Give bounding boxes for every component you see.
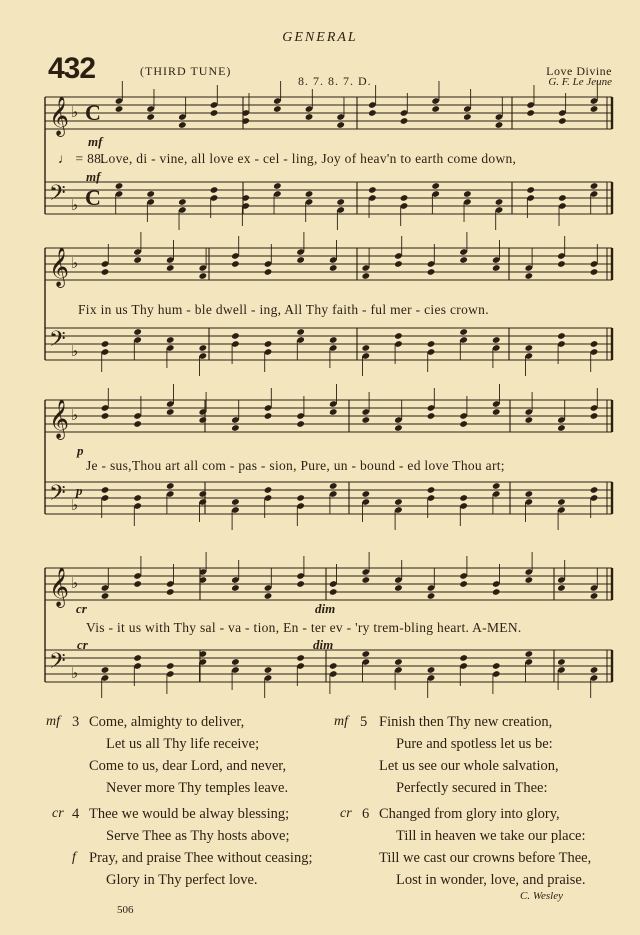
note-head bbox=[463, 113, 472, 121]
verse-4-line-4: Glory in Thy perfect love. bbox=[106, 872, 258, 888]
note-head bbox=[133, 328, 142, 336]
note-head bbox=[101, 268, 110, 276]
note-head bbox=[231, 424, 240, 432]
note-head bbox=[361, 272, 370, 280]
note-head bbox=[524, 490, 533, 498]
note-head bbox=[273, 105, 282, 113]
note-head bbox=[231, 332, 240, 340]
note-head bbox=[264, 486, 273, 494]
note-head bbox=[133, 420, 142, 428]
note-head bbox=[524, 416, 533, 424]
verse-5-line-4: Perfectly secured in Thee: bbox=[396, 780, 548, 796]
note-head bbox=[558, 117, 567, 125]
note-head bbox=[394, 658, 403, 666]
note-head bbox=[231, 498, 240, 506]
verse-3-line-1: Come, almighty to deliver, bbox=[89, 714, 245, 730]
hymn-number: 432 bbox=[48, 52, 96, 85]
treble-clef-icon: 𝄞 bbox=[49, 567, 70, 607]
note-head bbox=[400, 117, 409, 125]
bass-clef-icon: 𝄢 bbox=[49, 327, 66, 357]
note-head bbox=[459, 420, 468, 428]
note-head bbox=[115, 105, 124, 113]
note-head bbox=[427, 340, 436, 348]
note-head bbox=[361, 344, 370, 352]
note-head bbox=[296, 256, 305, 264]
note-head bbox=[101, 666, 110, 674]
note-head bbox=[210, 186, 219, 194]
note-head bbox=[459, 580, 468, 588]
note-head bbox=[524, 576, 533, 584]
note-head bbox=[524, 650, 533, 658]
note-head bbox=[210, 109, 219, 117]
note-head bbox=[492, 264, 501, 272]
verse-5-line-1: Finish then Thy new creation, bbox=[379, 714, 553, 730]
flat-icon: ♭ bbox=[71, 342, 79, 360]
note-head bbox=[590, 105, 599, 113]
verse-3-line-4: Never more Thy temples leave. bbox=[106, 780, 289, 796]
treble-clef-icon: 𝄞 bbox=[49, 96, 70, 136]
note-head bbox=[305, 190, 314, 198]
flat-icon: ♭ bbox=[71, 496, 79, 514]
lyric-line-4: Vis - it us with Thy sal - va - tion, En - ter ev - 'ry trem-bling heart. A-MEN. bbox=[86, 620, 522, 635]
note-head bbox=[427, 666, 436, 674]
note-head bbox=[558, 194, 567, 202]
note-head bbox=[133, 580, 142, 588]
note-head bbox=[459, 328, 468, 336]
note-head bbox=[198, 344, 207, 352]
verse-5-line-2: Pure and spotless let us be: bbox=[396, 736, 553, 752]
running-title: GENERAL bbox=[282, 30, 358, 45]
note-head bbox=[557, 658, 566, 666]
note-head bbox=[557, 424, 566, 432]
dynamic-dim-treble: dim bbox=[315, 601, 336, 616]
lyric-line-1: Love, di - vine, all love ex - cel - ling, Joy of heav'n to earth come down, bbox=[100, 151, 517, 166]
note-head bbox=[264, 412, 273, 420]
hymn-author: C. Wesley bbox=[520, 890, 563, 902]
note-head bbox=[361, 650, 370, 658]
note-head bbox=[231, 260, 240, 268]
note-head bbox=[336, 198, 345, 206]
note-head bbox=[459, 256, 468, 264]
note-head bbox=[264, 340, 273, 348]
note-head bbox=[361, 576, 370, 584]
meter: 8. 7. 8. 7. D. bbox=[298, 74, 372, 88]
note-head bbox=[166, 408, 175, 416]
flat-icon: ♭ bbox=[71, 254, 79, 272]
note-head bbox=[557, 332, 566, 340]
note-head bbox=[394, 498, 403, 506]
note-head bbox=[492, 662, 501, 670]
note-head bbox=[101, 340, 110, 348]
note-head bbox=[264, 592, 273, 600]
note-head bbox=[264, 666, 273, 674]
note-head bbox=[178, 121, 187, 129]
note-head bbox=[394, 332, 403, 340]
note-head bbox=[146, 113, 155, 121]
note-head bbox=[524, 272, 533, 280]
note-head bbox=[557, 260, 566, 268]
verse-5-number: 5 bbox=[360, 714, 368, 730]
verse-6-number: 6 bbox=[362, 806, 370, 822]
verse-4-dynamic-f: f bbox=[72, 850, 76, 865]
verse-6-dynamic: cr bbox=[340, 806, 352, 821]
common-time-icon: C bbox=[85, 100, 101, 125]
note-head bbox=[427, 268, 436, 276]
note-head bbox=[394, 260, 403, 268]
note-head bbox=[463, 190, 472, 198]
note-head bbox=[133, 494, 142, 502]
verse-4-number: 4 bbox=[72, 806, 80, 822]
note-head bbox=[264, 268, 273, 276]
note-head bbox=[133, 654, 142, 662]
flat-icon: ♭ bbox=[71, 574, 79, 592]
dynamic-dim-bass: dim bbox=[313, 637, 334, 652]
note-head bbox=[296, 420, 305, 428]
note-head bbox=[526, 109, 535, 117]
bass-clef-icon: 𝄢 bbox=[49, 649, 66, 679]
tune-label: (THIRD TUNE) bbox=[140, 64, 232, 78]
note-head bbox=[329, 482, 338, 490]
composer: G. F. Le Jeune bbox=[548, 76, 612, 88]
note-head bbox=[231, 658, 240, 666]
note-head bbox=[427, 412, 436, 420]
note-head bbox=[459, 494, 468, 502]
note-head bbox=[368, 186, 377, 194]
verse-6-line-2: Till in heaven we take our place: bbox=[396, 828, 586, 844]
note-head bbox=[495, 198, 504, 206]
note-head bbox=[427, 592, 436, 600]
flat-icon: ♭ bbox=[71, 103, 79, 121]
note-head bbox=[198, 490, 207, 498]
note-head bbox=[557, 498, 566, 506]
dynamic-mf-treble: mf bbox=[88, 134, 103, 149]
note-head bbox=[305, 113, 314, 121]
verse-6-line-1: Changed from glory into glory, bbox=[379, 806, 560, 822]
note-head bbox=[431, 182, 440, 190]
note-head bbox=[166, 264, 175, 272]
note-head bbox=[198, 416, 207, 424]
note-head bbox=[368, 109, 377, 117]
treble-clef-icon: 𝄞 bbox=[49, 247, 70, 287]
dynamic-mf-bass: mf bbox=[86, 169, 101, 184]
common-time-icon: C bbox=[85, 185, 101, 210]
flat-icon: ♭ bbox=[71, 406, 79, 424]
note-head bbox=[166, 482, 175, 490]
note-head bbox=[590, 666, 599, 674]
note-head bbox=[431, 105, 440, 113]
note-head bbox=[101, 486, 110, 494]
note-head bbox=[361, 416, 370, 424]
note-head bbox=[231, 584, 240, 592]
note-head bbox=[166, 588, 175, 596]
note-head bbox=[524, 344, 533, 352]
dynamic-cr-treble: cr bbox=[76, 601, 87, 616]
note-head bbox=[590, 182, 599, 190]
note-head bbox=[492, 408, 501, 416]
note-head bbox=[394, 424, 403, 432]
note-head bbox=[329, 662, 338, 670]
note-head bbox=[427, 486, 436, 494]
note-head bbox=[495, 121, 504, 129]
note-head bbox=[329, 336, 338, 344]
note-head bbox=[400, 194, 409, 202]
verse-3-line-2: Let us all Thy life receive; bbox=[106, 736, 260, 752]
note-head bbox=[361, 490, 370, 498]
note-head bbox=[329, 408, 338, 416]
note-head bbox=[198, 272, 207, 280]
verse-4-dynamic: cr bbox=[52, 806, 64, 821]
lyric-line-2: Fix in us Thy hum - ble dwell - ing, All Thy faith - ful mer - cies crown. bbox=[78, 302, 489, 317]
verse-4-line-2: Serve Thee as Thy hosts above; bbox=[106, 828, 290, 844]
flat-icon: ♭ bbox=[71, 196, 79, 214]
note-head bbox=[492, 336, 501, 344]
note-head bbox=[459, 654, 468, 662]
dynamic-p-treble: p bbox=[77, 443, 84, 458]
verse-4-line-1: Thee we would be alway blessing; bbox=[89, 806, 290, 822]
bass-clef-icon: 𝄢 bbox=[49, 481, 66, 511]
treble-clef-icon: 𝄞 bbox=[49, 399, 70, 439]
note-head bbox=[146, 190, 155, 198]
verse-6-line-4: Lost in wonder, love, and praise. bbox=[396, 872, 586, 888]
note-head bbox=[492, 588, 501, 596]
note-head bbox=[296, 328, 305, 336]
note-head bbox=[336, 121, 345, 129]
verse-4-line-3: Pray, and praise Thee without ceasing; bbox=[89, 850, 313, 866]
note-head bbox=[590, 340, 599, 348]
bass-clef-icon: 𝄢 bbox=[49, 181, 66, 211]
note-head bbox=[526, 186, 535, 194]
note-head bbox=[133, 256, 142, 264]
note-head bbox=[166, 336, 175, 344]
dynamic-p-bass: p bbox=[76, 483, 83, 498]
note-head bbox=[101, 412, 110, 420]
note-head bbox=[178, 198, 187, 206]
verse-5-dynamic: mf bbox=[334, 714, 348, 729]
note-head bbox=[101, 592, 110, 600]
tempo-marking: ♩ = 88. bbox=[58, 151, 105, 166]
note-head bbox=[329, 588, 338, 596]
note-head bbox=[394, 584, 403, 592]
note-head bbox=[590, 412, 599, 420]
verse-6-line-3: Till we cast our crowns before Thee, bbox=[379, 850, 592, 866]
note-head bbox=[273, 182, 282, 190]
note-head bbox=[296, 494, 305, 502]
verse-3-dynamic: mf bbox=[46, 714, 60, 729]
page-number: 506 bbox=[117, 904, 134, 916]
lyric-line-3: Je - sus,Thou art all com - pas - sion, Pure, un - bound - ed love Thou art; bbox=[86, 458, 505, 473]
note-head bbox=[329, 264, 338, 272]
note-head bbox=[557, 584, 566, 592]
note-head bbox=[590, 486, 599, 494]
note-head bbox=[296, 654, 305, 662]
note-head bbox=[590, 268, 599, 276]
note-head bbox=[492, 482, 501, 490]
note-head bbox=[166, 662, 175, 670]
note-head bbox=[115, 182, 124, 190]
verse-3-number: 3 bbox=[72, 714, 80, 730]
tune-name: Love Divine bbox=[546, 64, 612, 78]
verse-5-line-3: Let us see our whole salvation, bbox=[379, 758, 559, 774]
dynamic-cr-bass: cr bbox=[77, 637, 88, 652]
verse-3-line-3: Come to us, dear Lord, and never, bbox=[89, 758, 287, 774]
note-head bbox=[296, 580, 305, 588]
flat-icon: ♭ bbox=[71, 664, 79, 682]
note-head bbox=[590, 592, 599, 600]
